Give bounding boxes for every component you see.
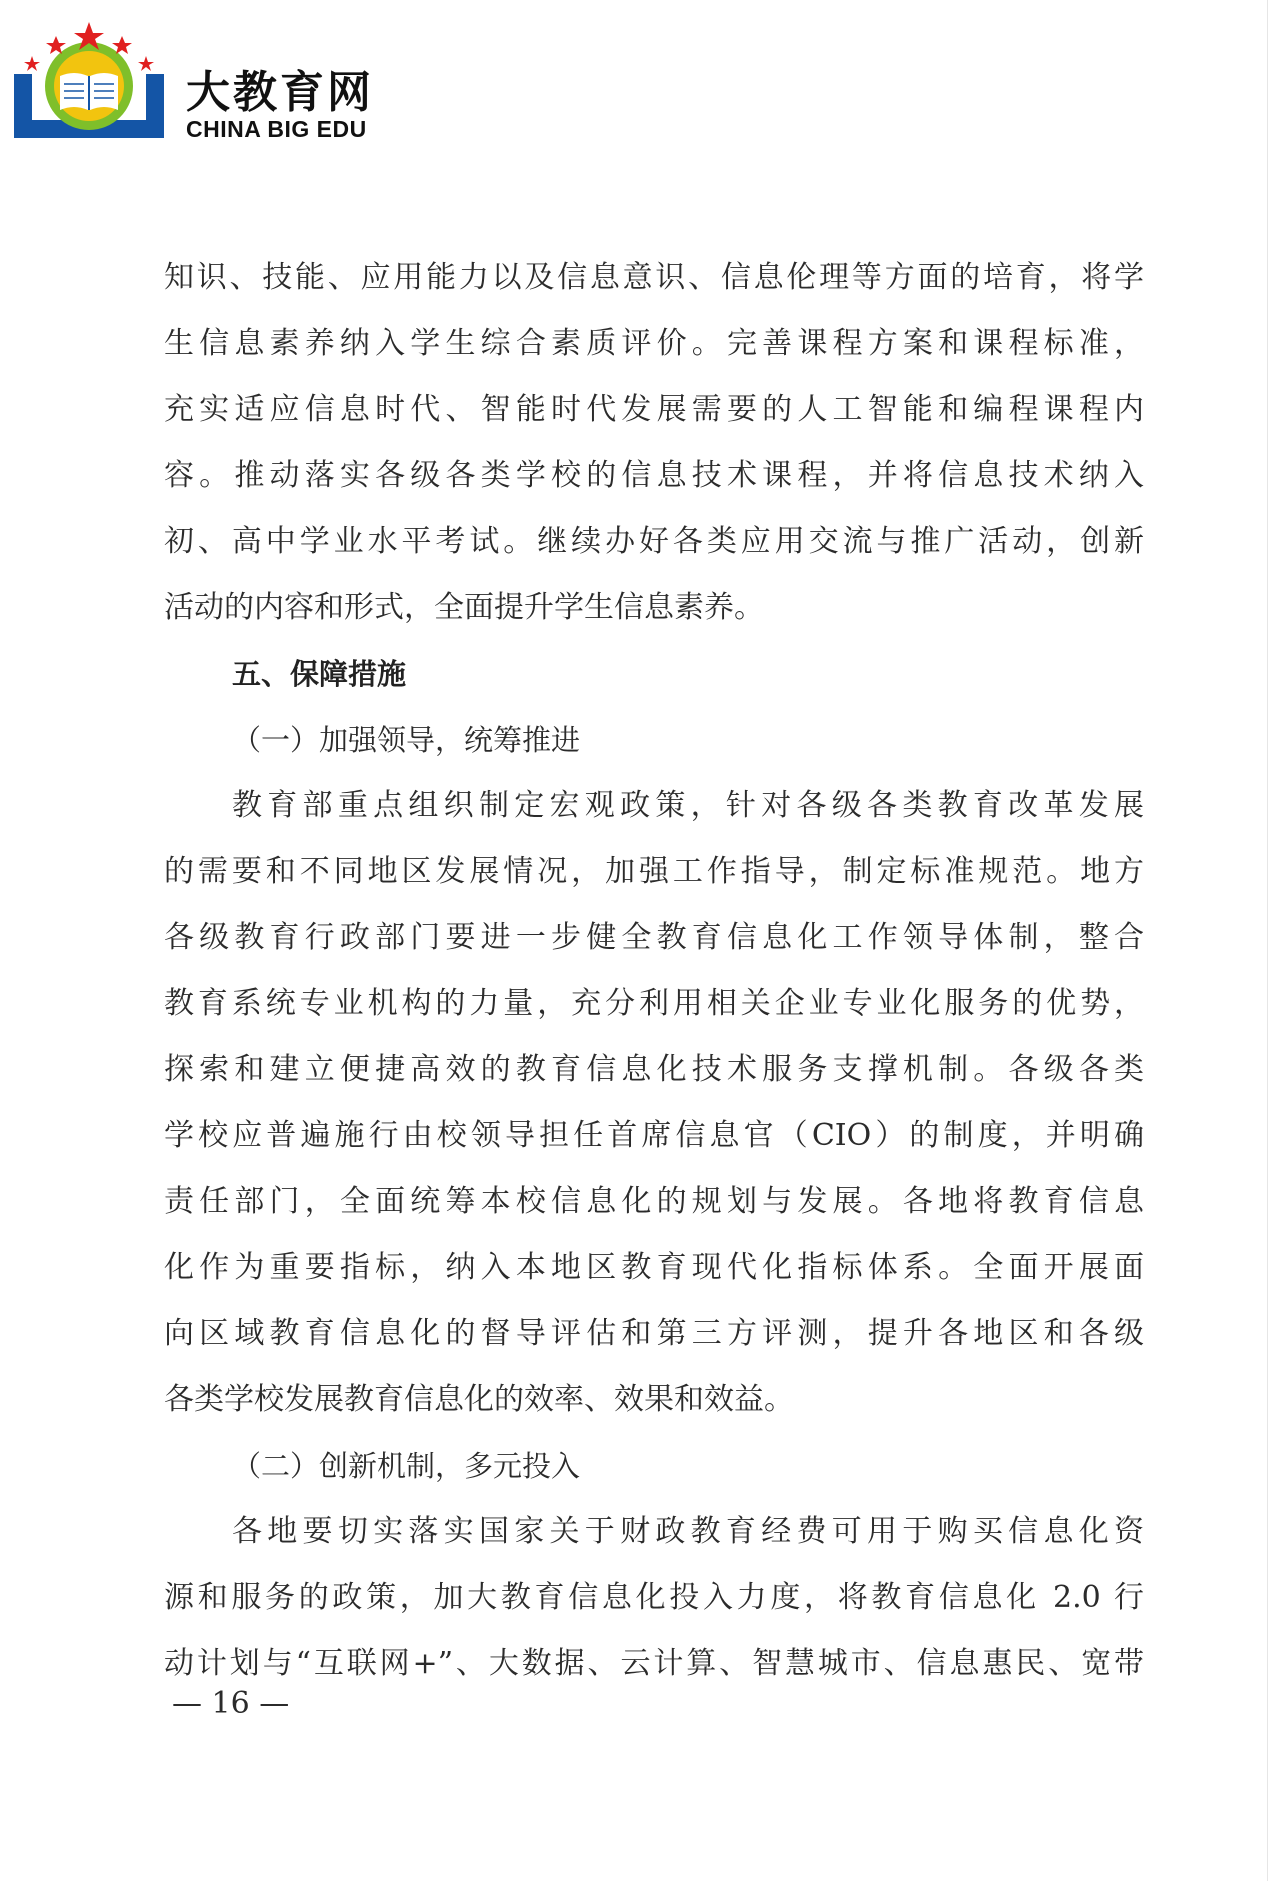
text-line: 向区域教育信息化的督导评估和第三方评测，提升各地区和各级 bbox=[164, 1316, 1144, 1351]
subsection-heading: （二）创新机制，多元投入 bbox=[232, 1449, 581, 1483]
text-line: 探索和建立便捷高效的教育信息化技术服务支撑机制。各级各类 bbox=[164, 1052, 1144, 1087]
text-line: 的需要和不同地区发展情况，加强工作指导，制定标准规范。地方 bbox=[164, 854, 1144, 889]
text-line: 责任部门，全面统筹本校信息化的规划与发展。各地将教育信息 bbox=[164, 1184, 1144, 1219]
subsection-heading: （一）加强领导，统筹推进 bbox=[232, 723, 581, 757]
text-line: 学校应普遍施行由校领导担任首席信息官（CIO）的制度，并明确 bbox=[164, 1118, 1144, 1153]
text-line: 化作为重要指标，纳入本地区教育现代化指标体系。全面开展面 bbox=[164, 1250, 1144, 1285]
scan-edge-line bbox=[1267, 0, 1268, 1881]
text-line: 充实适应信息时代、智能时代发展需要的人工智能和编程课程内 bbox=[164, 392, 1144, 427]
page-number: — 16 — bbox=[172, 1686, 290, 1721]
section-heading: 五、保障措施 bbox=[232, 657, 407, 691]
logo-emblem-icon bbox=[14, 14, 164, 138]
text-line: 各类学校发展教育信息化的效率、效果和效益。 bbox=[164, 1382, 794, 1417]
logo-chinese-name: 大教育网 bbox=[186, 67, 374, 118]
text-line: 初、高中学业水平考试。继续办好各类应用交流与推广活动，创新 bbox=[164, 524, 1144, 559]
text-line: 知识、技能、应用能力以及信息意识、信息伦理等方面的培育，将学 bbox=[164, 260, 1144, 295]
document-body bbox=[164, 245, 1144, 1697]
site-logo[interactable] bbox=[14, 14, 394, 142]
text-line: 容。推动落实各级各类学校的信息技术课程，并将信息技术纳入 bbox=[164, 458, 1144, 493]
text-line: 教育部重点组织制定宏观政策，针对各级各类教育改革发展 bbox=[232, 788, 1144, 823]
text-line: 各级教育行政部门要进一步健全教育信息化工作领导体制，整合 bbox=[164, 920, 1144, 955]
logo-english-name: CHINA BIG EDU bbox=[186, 116, 367, 142]
text-line: 教育系统专业机构的力量，充分利用相关企业专业化服务的优势， bbox=[164, 986, 1144, 1021]
text-line: 动计划与“互联网+”、大数据、云计算、智慧城市、信息惠民、宽带 bbox=[164, 1646, 1144, 1681]
text-line: 各地要切实落实国家关于财政教育经费可用于购买信息化资 bbox=[232, 1514, 1144, 1549]
text-line: 源和服务的政策，加大教育信息化投入力度，将教育信息化 2.0 行 bbox=[164, 1580, 1144, 1615]
text-line: 生信息素养纳入学生综合素质评价。完善课程方案和课程标准， bbox=[164, 326, 1144, 361]
text-line: 活动的内容和形式，全面提升学生信息素养。 bbox=[164, 590, 764, 625]
